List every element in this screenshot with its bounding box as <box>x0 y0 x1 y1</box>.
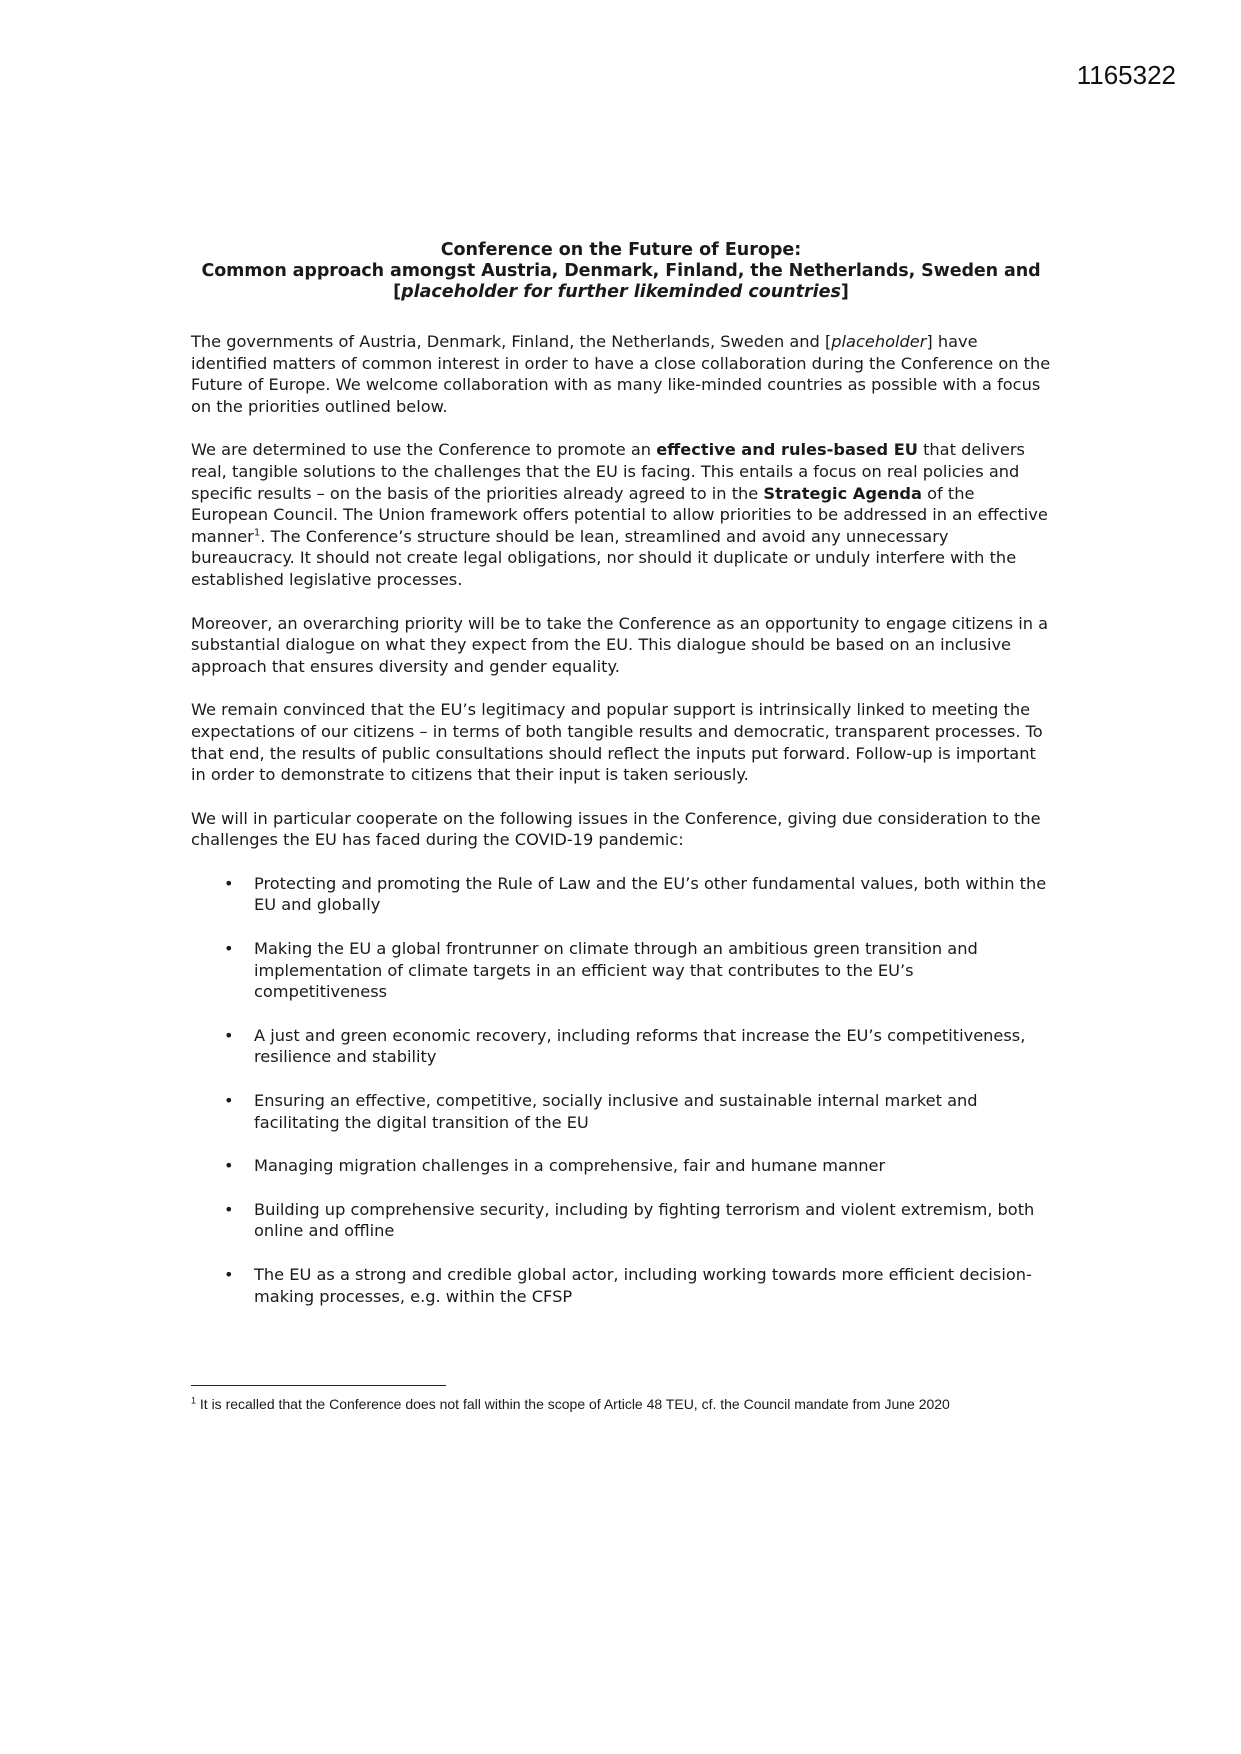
paragraph-2-bold-effective-eu: effective and rules-based EU <box>656 440 918 460</box>
list-item <box>191 873 1051 916</box>
paragraph-rules-based-eu <box>191 439 1051 590</box>
list-item-text: A just and green economic recovery, including reforms that increase the EU’s competitiveness, resilience and stability <box>254 1025 1026 1067</box>
title-line-3 <box>191 282 1051 303</box>
footnote-marker: 1 <box>191 1395 197 1406</box>
list-item <box>191 1025 1051 1068</box>
list-item-text: Ensuring an effective, competitive, socially inclusive and sustainable internal market and facilitating the digital transition of the EU <box>254 1091 978 1132</box>
footnote-reference: 1 <box>253 527 261 539</box>
paragraph-cooperation-intro: We will in particular cooperate on the following issues in the Conference, giving due consideration to the challenges the EU has faced during the COVID-19 pandemic: <box>191 808 1041 850</box>
document-id: 1165322 <box>1076 60 1176 90</box>
bullet-icon: • <box>224 1091 234 1111</box>
bullet-icon: • <box>224 873 234 893</box>
bullet-icon: • <box>224 939 234 959</box>
bullet-icon: • <box>224 1025 234 1045</box>
title-placeholder-text: placeholder for further likeminded countries <box>401 282 841 302</box>
footnote <box>191 1394 1051 1415</box>
footnote-text: It is recalled that the Conference does not fall within the scope of Article 48 TEU, cf. the Council mandate from June 2020 <box>196 1396 950 1412</box>
paragraph-intro-placeholder: placeholder <box>831 332 927 351</box>
title-bracket-open: [ <box>393 282 402 302</box>
paragraph-2-bold-strategic-agenda: Strategic Agenda <box>763 483 922 503</box>
paragraph-citizens-dialogue: Moreover, an overarching priority will be to take the Conference as an opportunity to engage citizens in a substantial dialogue on what they expect from the EU. This dialogue should be based on an inclusive approach that ensures diversity and gender equality. <box>191 613 1049 676</box>
priority-list <box>191 873 1051 1307</box>
document-body <box>191 240 1051 1329</box>
paragraph-2-part-c: that delivers real, tangible solutions to the challenges that the EU is facing. This entails a focus on real policies and specific results – on the basis of the priorities already agreed to in the <box>191 440 1025 503</box>
title-bracket-close: ] <box>840 282 849 302</box>
list-item <box>191 938 1051 1003</box>
paragraph-2-part-a: We are determined to use the Conference to promote an <box>191 440 657 460</box>
list-item <box>191 1264 1051 1307</box>
list-item <box>191 1155 1051 1177</box>
list-item-text: Making the EU a global frontrunner on climate through an ambitious green transition and implementation of climate targets in an efficient way that contributes to the EU’s competitiveness <box>254 939 978 1002</box>
list-item-text: Managing migration challenges in a comprehensive, fair and humane manner <box>254 1156 886 1176</box>
bullet-icon: • <box>224 1199 234 1219</box>
list-item-text: Building up comprehensive security, including by fighting terrorism and violent extremism, both online and offline <box>254 1199 1035 1241</box>
document-title <box>191 240 1051 303</box>
bullet-icon: • <box>224 1265 234 1284</box>
footnote-separator <box>191 1385 446 1386</box>
list-item-text: The EU as a strong and credible global actor, including working towards more efficient decision-making processes, e.g. within the CFSP <box>254 1265 1032 1306</box>
bullet-icon: • <box>224 1156 234 1176</box>
title-line-2: Common approach amongst Austria, Denmark, Finland, the Netherlands, Sweden and <box>201 261 1041 281</box>
title-line-1: Conference on the Future of Europe: <box>440 240 802 260</box>
paragraph-2-part-g: . The Conference’s structure should be lean, streamlined and avoid any unnecessary bureaucracy. It should not create legal obligations, nor should it duplicate or unduly interfere with the established legislative processes. <box>191 526 1017 589</box>
paragraph-intro <box>191 331 1051 417</box>
list-item-text: Protecting and promoting the Rule of Law and the EU’s other fundamental values, both within the EU and globally <box>254 873 1047 915</box>
paragraph-intro-part-c: ] have identified matters of common interest in order to have a close collaboration during the Conference on the Future of Europe. We welcome collaboration with as many like-minded countries as possible with a focus on the priorities outlined below. <box>191 332 1051 416</box>
list-item <box>191 1199 1051 1242</box>
list-item <box>191 1090 1051 1133</box>
paragraph-intro-part-a: The governments of Austria, Denmark, Finland, the Netherlands, Sweden and [ <box>191 332 832 351</box>
paragraph-legitimacy: We remain convinced that the EU’s legitimacy and popular support is intrinsically linked to meeting the expectations of our citizens – in terms of both tangible results and democratic, transparent processes. To that end, the results of public consultations should reflect the inputs put forward. Follow-up is important in order to demonstrate to citizens that their input is taken seriously. <box>191 700 1043 785</box>
paragraph-2-part-e: of the European Council. The Union framework offers potential to allow priorities to be addressed in an effective manner <box>191 483 1048 546</box>
